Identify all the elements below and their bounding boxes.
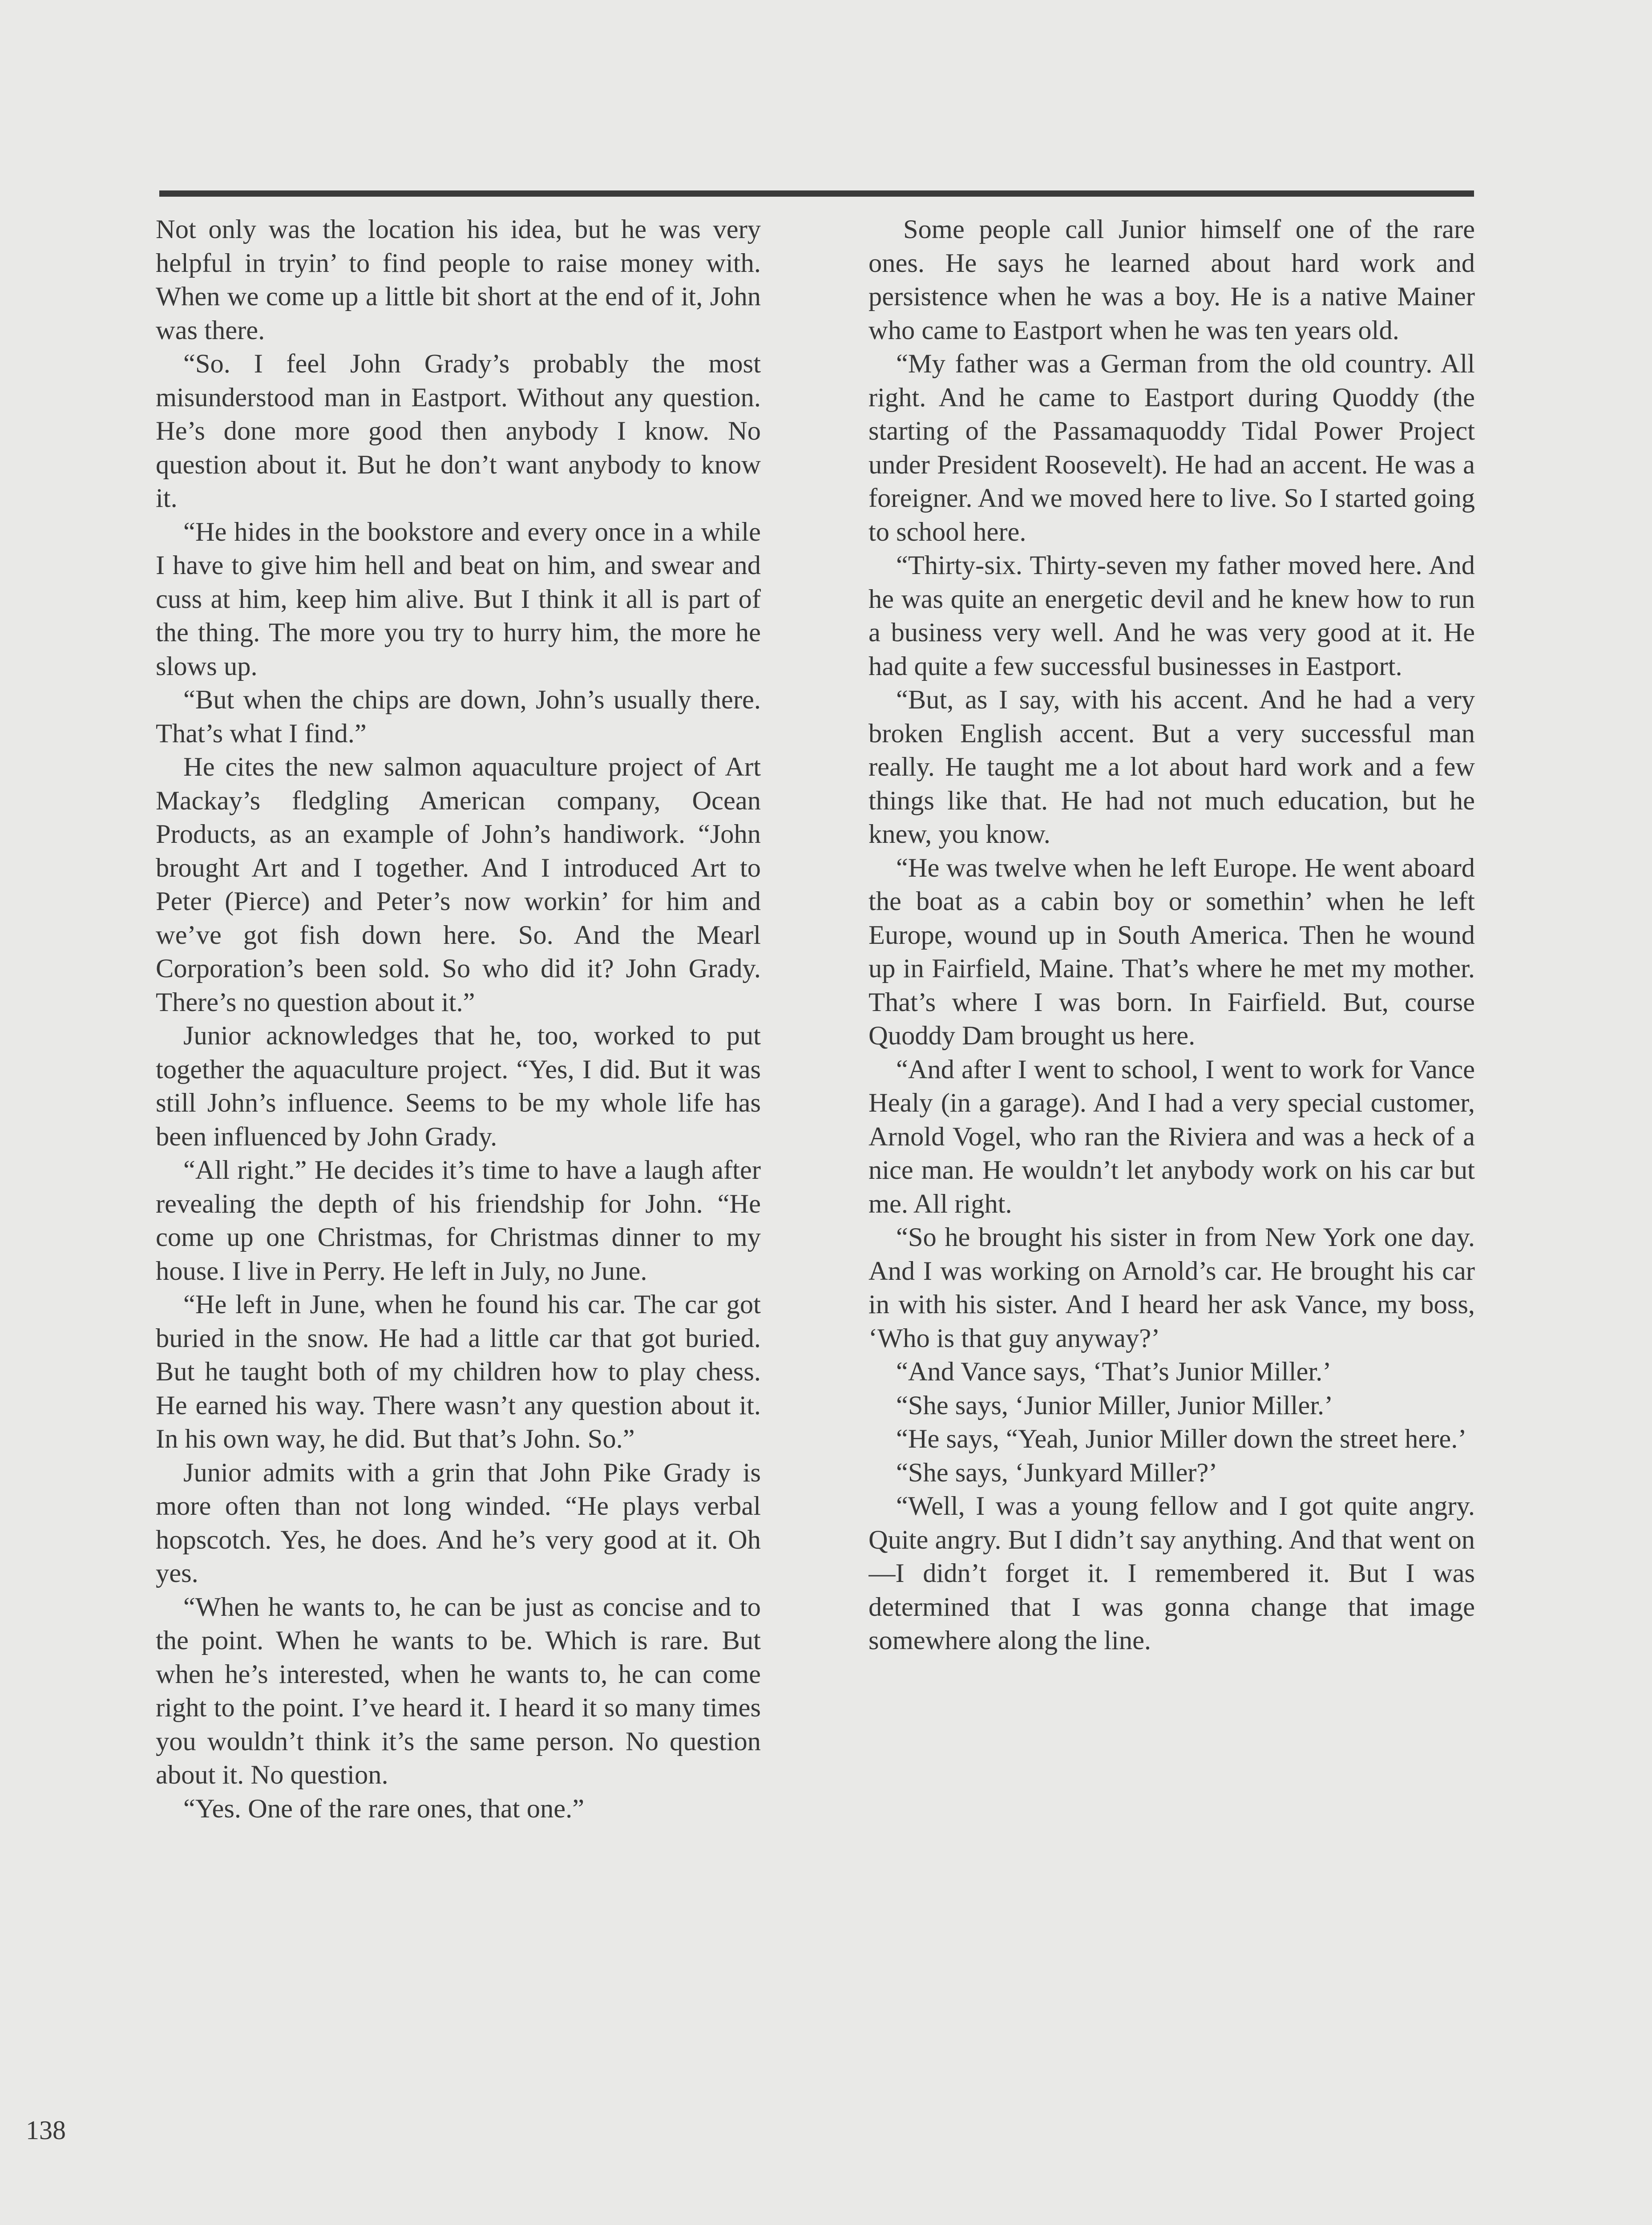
paragraph: “When he wants to, he can be just as concise and to the point. When he wants to be. Which is rare. But when he’s interested, when he wants to, he can come right to the point. I’ve heard it. I heard it so many times you wouldn’t think it’s the same person. No question about it. No question. (156, 1592, 761, 1790)
page-number: 138 (26, 2116, 66, 2145)
paragraph: “She says, ‘Junkyard Miller?’ (896, 1457, 1218, 1488)
paragraph: “My father was a German from the old country. All right. And he came to Eastport during Quoddy (the starting of the Passamaquoddy Tidal Power Project under President Roosevelt). He had an accent. He was a foreigner. And we moved here to live. So I started going to school here. (868, 349, 1475, 547)
paragraph: “Well, I was a young fellow and I got quite angry. Quite angry. But I didn’t say anything. And that went on—I didn’t forget it. I remembered it. But I was determined that I was gonna change that image somewhere along the line. (868, 1491, 1475, 1655)
paragraph: “He hides in the bookstore and every once in a while I have to give him hell and beat on him, and swear and cuss at him, keep him alive. But I think it all is part of the thing. The more you try to hurry him, the more he slows up. (156, 517, 761, 681)
paragraph: Junior acknowledges that he, too, worked to put together the aquaculture project. “Yes, I did. But it was still John’s influence. Seems to be my whole life has been influenced by John Grady. (156, 1021, 761, 1152)
paragraph: He cites the new salmon aquaculture project of Art Mackay’s fledgling American company, Ocean Products, as an example of John’s handiwork. “John brought Art and I together. And I introduced Art to Peter (Pierce) and Peter’s now workin’ for him and we’ve got fish down here. So. And the Mearl Corporation’s been sold. So who did it? John Grady. There’s no question about it.” (156, 752, 761, 1017)
paragraph: “But when the chips are down, John’s usually there. That’s what I find.” (156, 685, 761, 748)
paragraph: “She says, ‘Junior Miller, Junior Miller.’ (896, 1390, 1333, 1420)
paragraph: Some people call Junior himself one of the rare ones. He says he learned about hard work and persistence when he was a boy. He is a native Mainer who came to Eastport when he was ten years old. (868, 214, 1475, 345)
paragraph: “Yes. One of the rare ones, that one.” (183, 1793, 585, 1824)
paragraph: “And Vance says, ‘That’s Junior Miller.’ (896, 1357, 1332, 1387)
paragraph: “So he brought his sister in from New York one day. And I was working on Arnold’s car. He brought his car in with his sister. And I heard her ask Vance, my boss, ‘Who is that guy anyway?’ (868, 1222, 1475, 1353)
right-column (868, 213, 1475, 2059)
paragraph: “He left in June, when he found his car. The car got buried in the snow. He had a little car that got buried. But he taught both of my children how to play chess. He earned his way. There wasn’t any question about it. In his own way, he did. But that’s John. So.” (156, 1290, 761, 1454)
paragraph: Junior admits with a grin that John Pike Grady is more often than not long winded. “He plays verbal hopscotch. Yes, he does. And he’s very good at it. Oh yes. (156, 1457, 761, 1588)
paragraph: “He was twelve when he left Europe. He went aboard the boat as a cabin boy or somethin’ when he left Europe, wound up in South America. Then he wound up in Fairfield, Maine. That’s where he met my mother. That’s where I was born. In Fairfield. But, course Quoddy Dam brought us here. (868, 853, 1475, 1051)
left-column (156, 213, 761, 2059)
paragraph: Not only was the location his idea, but he was very helpful in tryin’ to find people to raise money with. When we come up a little bit short at the end of it, John was there. (156, 214, 761, 345)
top-rule (159, 190, 1474, 197)
paragraph: “All right.” He decides it’s time to have a laugh after revealing the depth of his friendship for John. “He come up one Christmas, for Christmas dinner to my house. I live in Perry. He left in July, no June. (156, 1155, 761, 1286)
paragraph: “But, as I say, with his accent. And he had a very broken English accent. But a very successful man really. He taught me a lot about hard work and a few things like that. He had not much education, but he knew, you know. (868, 685, 1475, 849)
paragraph: “Thirty-six. Thirty-seven my father moved here. And he was quite an energetic devil and he knew how to run a business very well. And he was very good at it. He had quite a few successful businesses in Eastport. (868, 550, 1475, 681)
paragraph: “So. I feel John Grady’s probably the most misunderstood man in Eastport. Without any question. He’s done more good then anybody I know. No question about it. But he don’t want anybody to know it. (156, 349, 761, 513)
paragraph: “He says, “Yeah, Junior Miller down the street here.’ (896, 1424, 1467, 1454)
paragraph: “And after I went to school, I went to work for Vance Healy (in a garage). And I had a very special customer, Arnold Vogel, who ran the Riviera and was a heck of a nice man. He wouldn’t let anybody work on his car but me. All right. (868, 1054, 1475, 1219)
